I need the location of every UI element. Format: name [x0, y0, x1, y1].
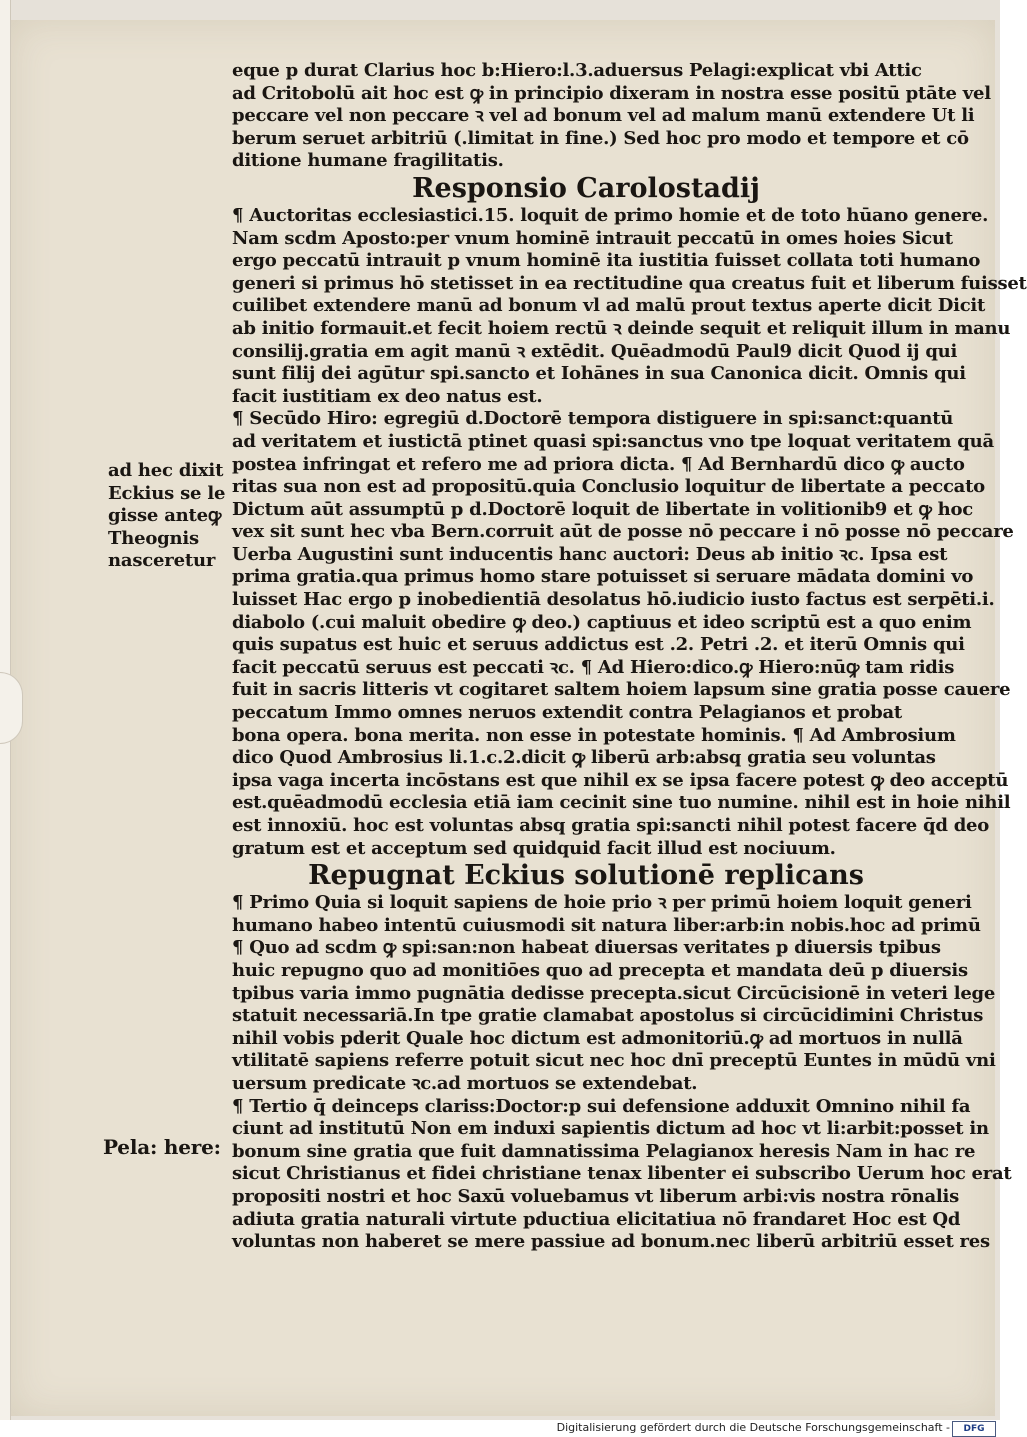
text-line: dico Quod Ambrosius li.1.c.2.dicit ꝙ liberū arb:absq gratia seu voluntas	[232, 747, 936, 769]
footer-credit: Digitalisierung gefördert durch die Deutsche Forschungsgemeinschaft -	[556, 1421, 950, 1434]
margin-note-pela: Pela: here:	[103, 1135, 221, 1159]
text-line: vex sit sunt hec vba Bern.corruit aūt de posse nō peccare i nō posse nō peccare	[232, 521, 1014, 543]
text-line: peccatum Immo omnes neruos extendit contra Pelagianos et probat	[232, 702, 902, 724]
text-line: quis supatus est huic et seruus addictus est .2. Petri .2. et iterū Omnis qui	[232, 634, 965, 656]
text-line: ¶ Tertio q̄ deinceps clariss:Doctor:p sui defensione adduxit Omnino nihil fa	[232, 1095, 971, 1117]
text-line: voluntas non haberet se mere passiue ad bonum.nec liberū arbitriū esset res	[232, 1231, 990, 1253]
text-line: consilij.gratia em agit manū ꝛ extēdit. Quēadmodū Paul9 dicit Quod ij qui	[232, 340, 958, 362]
text-line: vtilitatē sapiens referre potuit sicut nec hoc dnī preceptū Euntes in mūdū vni	[232, 1050, 996, 1072]
text-line: est innoxiū. hoc est voluntas absq gratia spi:sancti nihil potest facere q̄d deo	[232, 815, 990, 836]
text-line: bonum sine gratia que fuit damnatissima Pelagianox heresis Nam in hac re	[232, 1140, 976, 1162]
text-line: ritas sua non est ad propositū.quia Conclusio loquitur de libertate a peccato	[232, 476, 985, 498]
text-line: ¶ Quo ad scdm ꝙ spi:san:non habeat diuersas veritates p diuersis tpibus	[232, 937, 941, 959]
text-line: ciunt ad institutū Non em induxi sapientis dictum ad hoc vt li:arbit:posset in	[232, 1118, 989, 1140]
text-line: generi si primus hō stetisset in ea rectitudine qua creatus fuit et liberum fuisset	[232, 272, 1027, 294]
text-line: ditione humane fragilitatis.	[232, 150, 504, 172]
text-line: facit iustitiam ex deo natus est.	[232, 385, 543, 407]
text-line: est.quēadmodū ecclesia etiā iam cecinit sine tuo numine. nihil est in hoie nihil	[232, 792, 1011, 814]
text-line: statuit necessariā.In tpe gratie clamabat apostolus si circūcidimini Christus	[232, 1005, 984, 1027]
text-line: Nam scdm Aposto:per vnum hominē intrauit peccatū in omes hoies Sicut	[232, 227, 953, 249]
paragraph-4	[232, 892, 996, 1095]
text-line: luisset Hac ergo p inobedientiā desolatus hō.iudicio iusto factus est serpēti.i.	[232, 589, 995, 611]
text-line: bona opera. bona merita. non esse in potestate hominis. ¶ Ad Ambrosium	[232, 724, 956, 746]
text-line: Uerba Augustini sunt inducentis hanc auctori: Deus ab initio ꝛc. Ipsa est	[232, 543, 948, 565]
paragraph-5	[232, 1095, 1012, 1254]
text-line: ab initio formauit.et fecit hoiem rectū ꝛ deinde sequit et reliquit illum in manu	[232, 317, 1011, 339]
text-line: cuilibet extendere manū ad bonum vl ad malū prout textus aperte dicit Dicit	[232, 295, 986, 317]
heading-responsio: Responsio Carolostadij	[412, 172, 760, 204]
text-line: nasceretur	[108, 550, 216, 572]
footer-bar	[0, 1420, 1000, 1437]
text-line: ¶ Secūdo Hiro: egregiū d.Doctorē tempora distiguere in spi:sanct:quantū	[232, 408, 954, 430]
paragraph-1	[232, 60, 991, 173]
text-line: uersum predicate ꝛc.ad mortuos se extendebat.	[232, 1072, 698, 1094]
heading-repugnat: Repugnat Eckius solutionē replicans	[308, 860, 864, 892]
dfg-logo: DFG	[952, 1421, 996, 1437]
text-line: diabolo (.cui maluit obedire ꝙ deo.) captiuus et ideo scriptū est a quo enim	[232, 611, 972, 633]
text-line: peccare vel non peccare ꝛ vel ad bonum vel ad malum manū extendere Ut li	[232, 105, 975, 127]
text-line: ad Critobolū ait hoc est ꝙ in principio dixeram in nostra esse positū ptāte vel	[232, 82, 991, 104]
text-line: prima gratia.qua primus homo stare potuisset si seruare mādata domini vo	[232, 566, 974, 588]
text-line: humano habeo intentū cuiusmodi sit natura liber:arb:in nobis.hoc ad primū	[232, 914, 981, 936]
text-line: berum seruet arbitriū (.limitat in fine.) Sed hoc pro modo et tempore et cō	[232, 127, 969, 149]
text-line: facit peccatū seruus est peccati ꝛc. ¶ Ad Hiero:dico.ꝙ Hiero:nūꝙ tam ridis	[232, 656, 955, 678]
text-line: nihil vobis pderit Quale hoc dictum est admonitoriū.ꝙ ad mortuos in nullā	[232, 1027, 963, 1049]
text-line: ¶ Primo Quia si loquit sapiens de hoie prio ꝛ per primū hoiem loquit generi	[232, 892, 972, 914]
paragraph-3	[232, 408, 1014, 860]
text-line: adiuta gratia naturali virtute pductiua elicitatiua nō frandaret Hoc est Qd	[232, 1208, 961, 1230]
text-line: ad veritatem et iustictā ptinet quasi spi:sanctus vno tpe loquat veritatem quā	[232, 430, 994, 452]
text-line: sunt filij dei agūtur spi.sancto et Iohānes in sua Canonica dicit. Omnis qui	[232, 363, 966, 385]
text-line: propositi nostri et hoc Saxū voluebamus vt liberum arbi:vis nostra rōnalis	[232, 1185, 959, 1207]
text-line: ¶ Auctoritas ecclesiastici.15. loquit de primo homie et de toto hūano genere.	[232, 204, 989, 226]
margin-note-eckius	[108, 460, 233, 573]
text-line: ipsa vaga incerta incōstans est que nihil ex se ipsa facere potest ꝙ deo acceptū	[232, 769, 1009, 791]
text-line: huic repugno quo ad monitiōes quo ad precepta et mandata deū p diuersis	[232, 959, 968, 981]
paragraph-2	[232, 204, 1027, 408]
main-text-block	[232, 60, 1027, 1254]
text-line: Theognis	[108, 527, 199, 549]
text-line: postea infringat et refero me ad priora dicta. ¶ Ad Bernhardū dico ꝙ aucto	[232, 453, 965, 475]
text-line: tpibus varia immo pugnātia dedisse precepta.sicut Circūcisionē in veteri lege	[232, 982, 996, 1004]
text-line: ad hec dixit	[108, 460, 224, 481]
text-line: fuit in sacris litteris vt cogitaret saltem hoiem lapsum sine gratia posse cauere	[232, 679, 1011, 701]
text-line: ergo peccatū intrauit p vnum hominē ita iustitia fuisset collata toti humano	[232, 250, 981, 272]
text-line: Eckius se le	[108, 482, 226, 504]
text-line: Dictum aūt assumptū p d.Doctorē loquit de libertate in volitionib9 et ꝙ hoc	[232, 498, 973, 520]
text-line: gisse anteꝙ	[108, 505, 222, 527]
text-line: eque p durat Clarius hoc b:Hiero:l.3.aduersus Pelagi:explicat vbi Attic	[232, 60, 922, 81]
text-line: sicut Christianus et fidei christiane tenax libenter ei subscribo Uerum hoc erat	[232, 1163, 1012, 1185]
text-line: gratum est et acceptum sed quidquid facit illud est nociuum.	[232, 837, 836, 859]
